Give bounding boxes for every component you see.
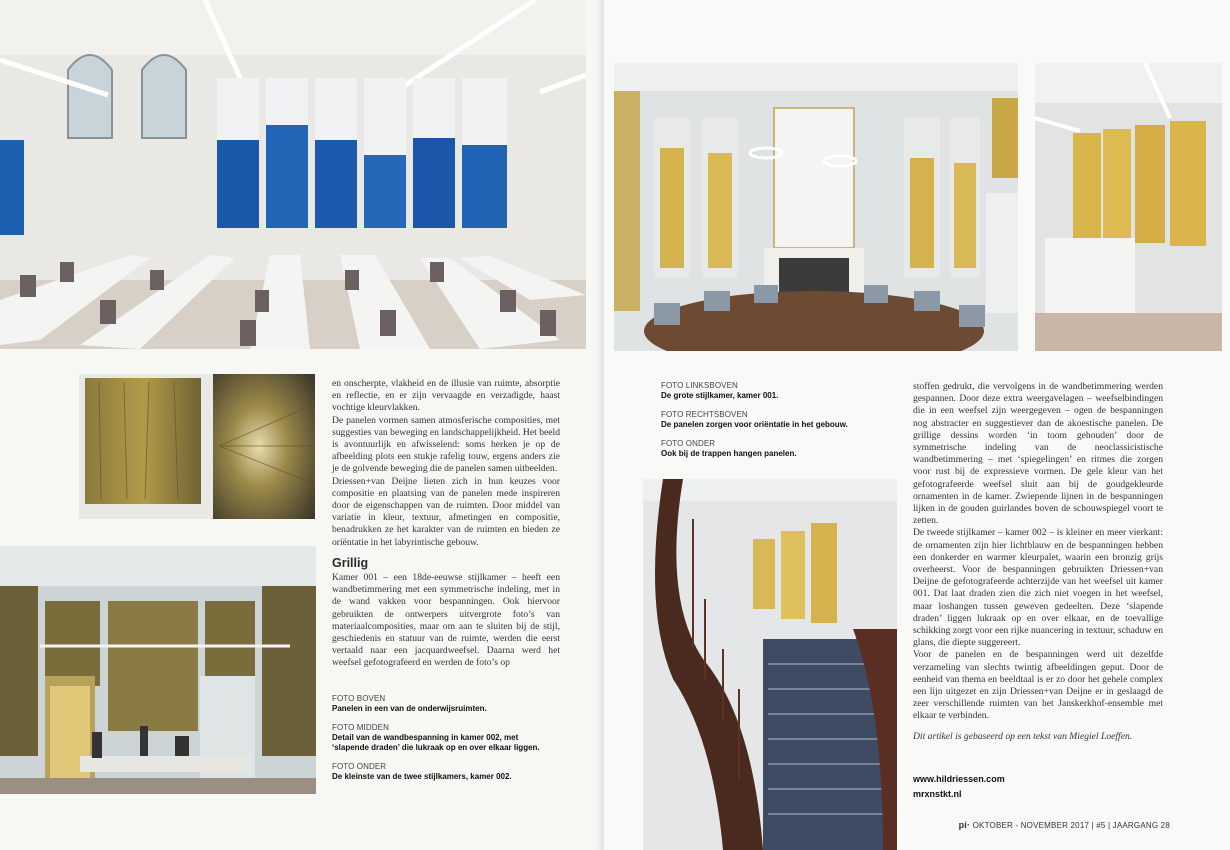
- photo-classroom: [0, 0, 586, 349]
- paragraph: De panelen vormen samen atmosferische composities, met suggesties van beweging en landschappelijkheid. Het beeld is avontuurlijk en afwisselend: soms herken je op de afbeelding plots een stukje rafelig touw, ergens anders zie je de golvende beweging die de panelen samen uitbeelden.: [332, 414, 560, 475]
- photo-style-room-002: [0, 546, 316, 794]
- right-page: [604, 0, 1230, 850]
- caption-label: FOTO ONDER: [332, 762, 387, 771]
- page-footer: [959, 820, 1170, 830]
- caption-text: Panelen in een van de onderwijsruimten.: [332, 704, 487, 713]
- caption-label: FOTO MIDDEN: [332, 723, 389, 732]
- subheading-grillig: Grillig: [332, 555, 369, 570]
- link-hildriessen[interactable]: www.hildriessen.com: [913, 774, 1005, 784]
- left-article-column: [332, 378, 560, 670]
- caption-text: Detail van de wandbespanning in kamer 002, met ‘slapende draden’ die lukraak op en over elkaar liggen.: [332, 733, 540, 752]
- caption-label: FOTO RECHTSBOVEN: [661, 410, 748, 419]
- paragraph: stoffen gedrukt, die vervolgens in de wandbetimmering werden gespannen. Door deze extra weergavelagen – weefselbindingen die in een weefsel zijn weergegeven – ogen de bespanningen nog abstracter en suggestiever dan de akoestische panelen. De grillige dessins worden ‘in toom gehouden’ door de symmetrische indeling van de neoclassicistische wandbetimmering – met ‘spiegelingen’ en ritmes die zorgen voor rust bij de expressieve vormen. De gele kleur van het gefotografeerde weefsel sluit aan bij de goudgekleurde ornamenten in de kamer. Zwiepende lijnen in de bespanningen lijken in de gouden guirlandes boven de schouwspiegel voort te zetten.: [913, 381, 1163, 527]
- link-mrxnstkt[interactable]: mrxnstkt.nl: [913, 789, 962, 799]
- caption-text: De kleinste van de twee stijlkamers, kamer 002.: [332, 772, 512, 781]
- photo-grand-style-room-001: [614, 63, 1018, 351]
- caption-text: De panelen zorgen voor oriëntatie in het gebouw.: [661, 420, 848, 429]
- caption-text: Ook bij de trappen hangen panelen.: [661, 449, 797, 458]
- magazine-logo: pi·: [958, 820, 971, 830]
- left-captions: [332, 694, 542, 791]
- caption-text: De grote stijlkamer, kamer 001.: [661, 391, 779, 400]
- caption-label: FOTO LINKSBOVEN: [661, 381, 738, 390]
- paragraph: De tweede stijlkamer – kamer 002 – is kleiner en meer vierkant: de ornamenten zijn hier lichtblauw en de bespanningen hebben een donkerder en warmer kleurpalet, waarin een bronzig grijs overheerst. Voor de bespanningen gebruikten Driessen+van Deijne de gefotografeerde achterzijde van het weefsel uit kamer 001. Dat laat draden zien die zich niet voegen in het weefsel, maar loshangen tussen geweven gedeelten. Deze ‘slapende draden’ liggen lukraak op en over elkaar, en de toevallige schikking zorgt voor een rijke nuancering in textuur, schaduw en glans, die diepte suggereert.: [913, 527, 1163, 649]
- photo-staircase: [643, 479, 897, 850]
- issue-info: OKTOBER - NOVEMBER 2017 | #5 | JAARGANG 28: [972, 821, 1170, 830]
- right-captions: [661, 381, 881, 468]
- article-source-note: Dit artikel is gebaseerd op een tekst van Miegiel Loeffen.: [913, 730, 1133, 742]
- caption-label: FOTO BOVEN: [332, 694, 386, 703]
- photo-fabric-detail: [79, 374, 315, 519]
- paragraph: Kamer 001 – een 18de-eeuwse stijlkamer – heeft een wandbetimmering met een symmetrische indeling, met in de wand vakken voor bespanningen. Ook hiervoor gebruikten de ontwerpers uitvergrote foto’s van materiaalcomposities, maar om aan te sluiten bij de stijl, geschiedenis en statuur van de ruimte, werden die eerst vertaald naar een jacquardweefsel. Daarna werd het weefsel gefotografeerd en werden de foto’s op: [332, 572, 560, 669]
- paragraph: Driessen+van Deijne lieten zich in hun keuzes voor compositie en plaatsing van de panelen mede inspireren door de eigenschappen van de ruimten. Door middel van variatie in kleur, textuur, afmetingen en compositie, benadrukken ze het karakter van de ruimten en bieden ze oriëntatie in het labyrintische gebouw.: [332, 475, 560, 548]
- left-page: [0, 0, 604, 850]
- paragraph: Voor de panelen en de bespanningen werd uit dezelfde verzameling van slechts twintig afbeeldingen geput. Door de eenheid van thema en beeldtaal is er zo door het gehele complex een lijn uitgezet en zijn Driessen+van Deijne er in geslaagd de zeer verschillende ruimten van het Janskerkhof-ensemble met elkaar te verbinden.: [913, 649, 1163, 722]
- paragraph: en onscherpte, vlakheid en de illusie van ruimte, absorptie en reflectie, en er zijn vervaagde en verzadigde, haast vochtige kleurvlakken.: [332, 378, 560, 414]
- photo-orientation-panels: [1035, 63, 1222, 351]
- caption-label: FOTO ONDER: [661, 439, 716, 448]
- website-links: [913, 772, 1005, 802]
- right-article-column: [913, 381, 1163, 743]
